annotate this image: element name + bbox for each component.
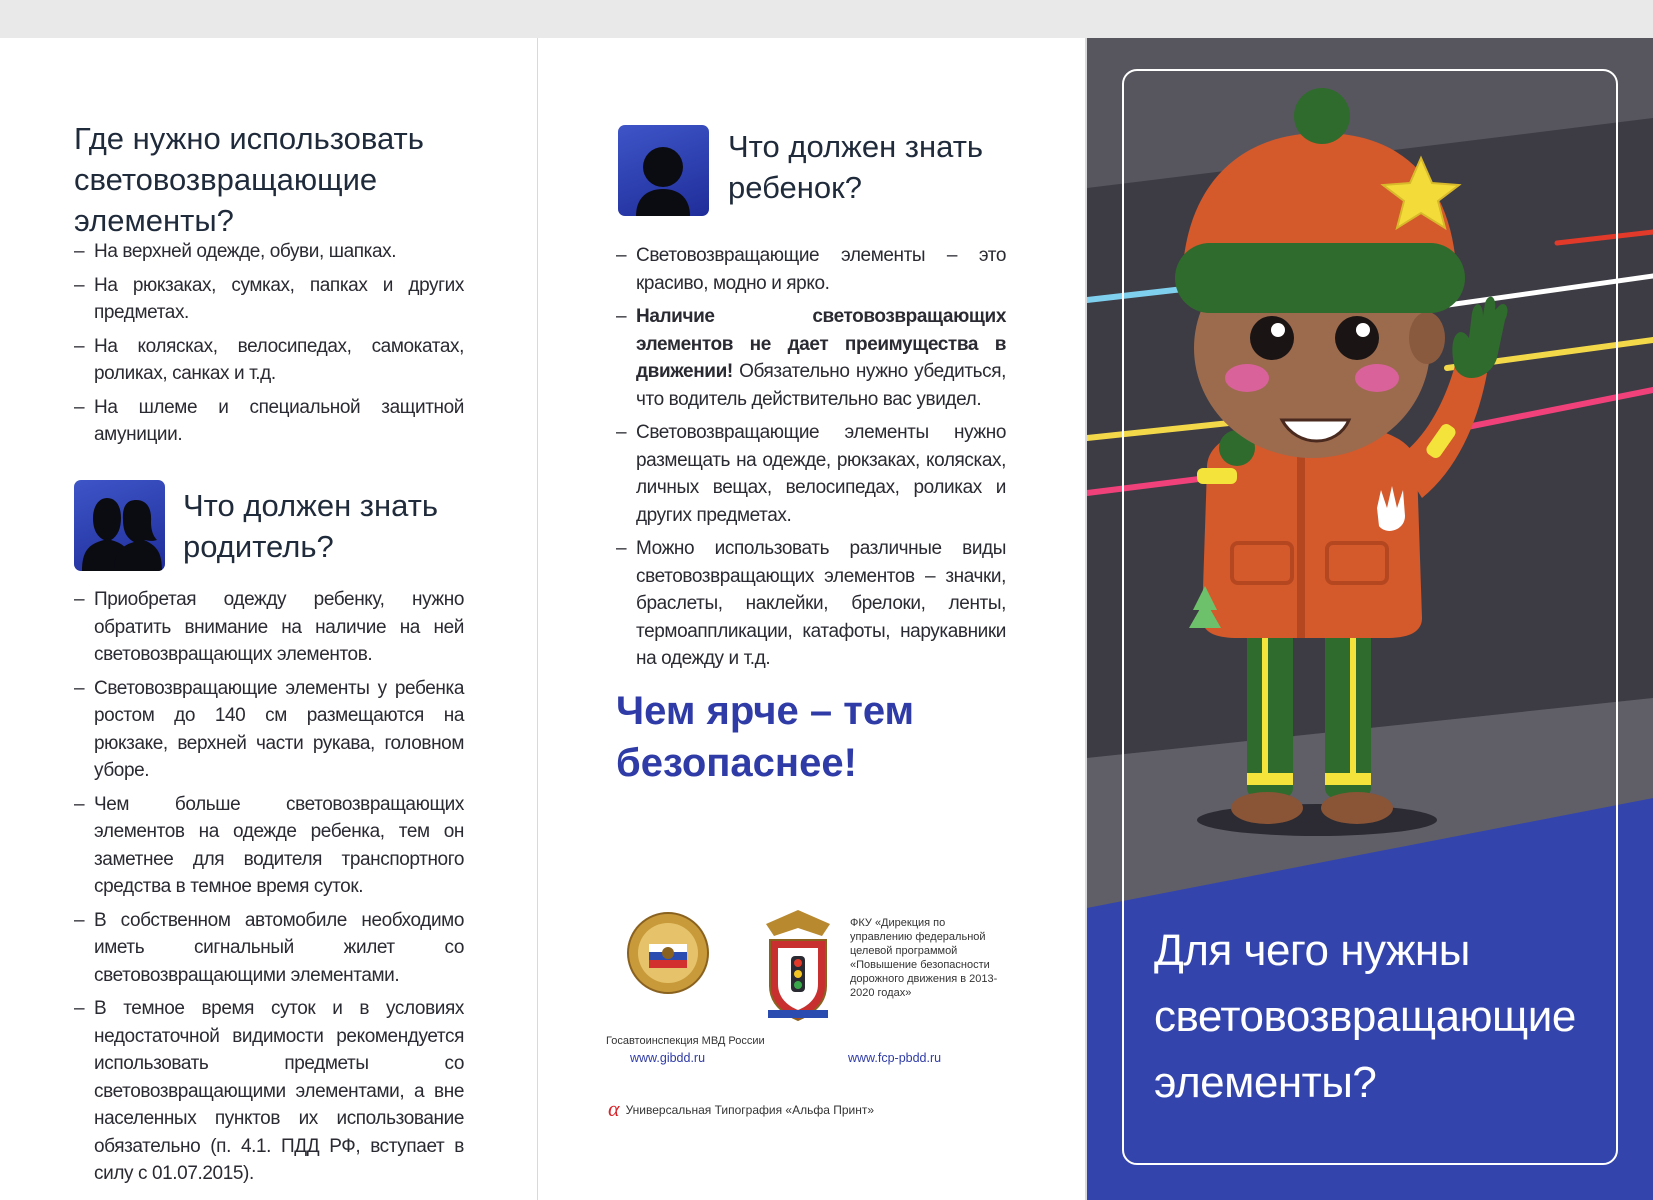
slogan: Чем ярче – тем безопаснее!: [616, 689, 915, 785]
list-item: – В собственном автомобиле необходимо иметь сигнальный жилет со световозвращающими элементами.: [74, 907, 464, 990]
list-item: – Можно использовать различные виды световозвращающих элементов – значки, браслеты, наклейки, брелоки, ленты, термоаппликации, катафоты, нарукавники на одежду и т.д.: [616, 535, 1006, 673]
list-item: – На рюкзаках, сумках, папках и других предметах.: [74, 272, 464, 327]
gibdd-emblem-icon: [623, 908, 713, 998]
where-heading: Где нужно использовать световозвращающие элементы?: [74, 121, 424, 238]
panel-left: [0, 38, 537, 1200]
child-list: [616, 242, 1006, 679]
list-item: – Чем больше световозвращающих элементов на одежде ребенка, тем он заметнее для водителя транспортного средства в темное время суток.: [74, 791, 464, 901]
cover-title: Для чего нужны световозвращающие элементы?: [1154, 926, 1576, 1107]
list-item: – Световозвращающие элементы у ребенка ростом до 140 см размещаются на рюкзаке, верхней части рукава, головном уборе.: [74, 675, 464, 785]
panel-cover: [1087, 38, 1653, 1200]
list-item: – Наличие световозвращающих элементов не дает преимущества в движении! Обязательно нужно убедиться, что водитель действительно вас увидел.: [616, 303, 1006, 413]
gibdd-caption: Госавтоинспекция МВД России: [606, 1035, 765, 1047]
list-item: – На верхней одежде, обуви, шапках.: [74, 238, 464, 266]
list-item: – На колясках, велосипедах, самокатах, роликах, санках и т.д.: [74, 333, 464, 388]
fcp-emblem-icon: [760, 906, 836, 1024]
parents-silhouette-icon: [74, 480, 165, 571]
where-list: [74, 238, 464, 455]
list-item: – Световозвращающие элементы нужно размещать на одежде, рюкзаках, колясках, личных вещах, велосипедах, роликах и других предметах.: [616, 419, 1006, 529]
printer-credit: α Универсальная Типография «Альфа Принт»: [608, 1096, 875, 1121]
child-heading: Что должен знать ребенок?: [728, 129, 984, 205]
child-silhouette-icon: [618, 125, 709, 216]
list-item: – На шлеме и специальной защитной амуниции.: [74, 394, 464, 449]
printer-logo: α: [608, 1096, 620, 1121]
fcp-caption: ФКУ «Дирекция по управлению федеральной целевой программой «Повышение безопасности дорожного движения в 2013-2020 годах»: [850, 917, 998, 999]
list-item: – В темное время суток и в условиях недостаточной видимости рекомендуется использовать предметы со световозвращающими элементами, а вне населенных пунктов их использование обязательно (п. 4.1. ПДД РФ, вступает в силу с 01.07.2015).: [74, 995, 464, 1188]
gibdd-link[interactable]: www.gibdd.ru: [630, 1051, 706, 1065]
list-item: – Световозвращающие элементы – это красиво, модно и ярко.: [616, 242, 1006, 297]
panel-middle: [538, 38, 1086, 1200]
parent-list: [74, 586, 464, 1194]
parent-heading: Что должен знать родитель?: [183, 488, 439, 564]
fcp-link[interactable]: www.fcp-pbdd.ru: [848, 1051, 942, 1065]
list-item: – Приобретая одежду ребенку, нужно обратить внимание на наличие на ней световозвращающих элементов.: [74, 586, 464, 669]
